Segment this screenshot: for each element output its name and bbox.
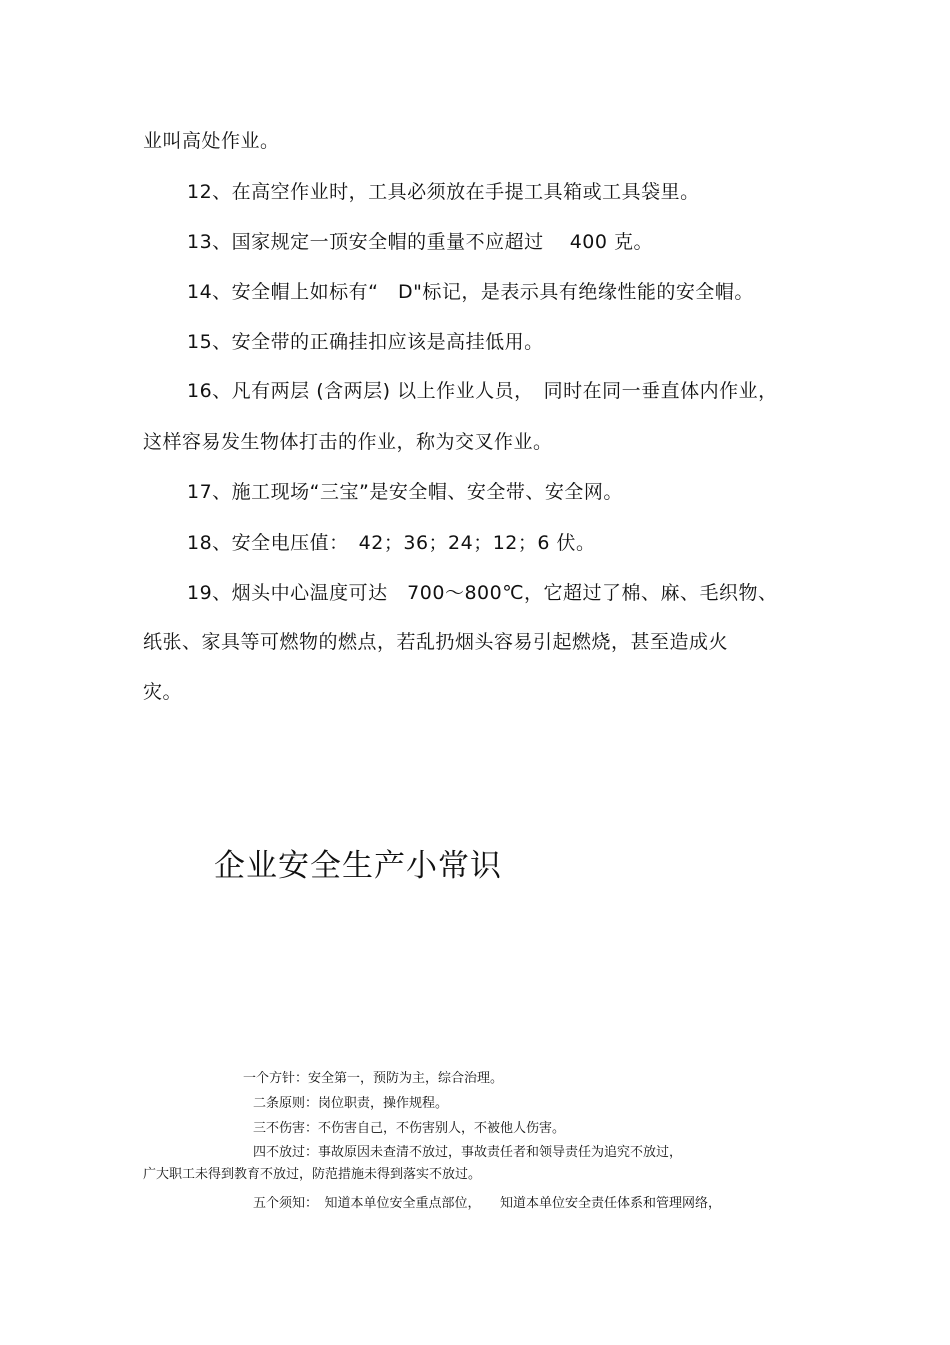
- note-two-principles: 二条原则：岗位职责，操作规程。: [253, 1096, 449, 1111]
- note-one-policy: 一个方针：安全第一，预防为主，综合治理。: [243, 1071, 504, 1086]
- note-four-no-release-cont: 广大职工未得到教育不放过，防范措施未得到落实不放过。: [143, 1167, 482, 1182]
- paragraph-line-1: 业叫高处作业。: [143, 130, 280, 152]
- paragraph-item-19: 19、烟头中心温度可达 700～800℃，它超过了棉、麻、毛织物、: [187, 582, 778, 604]
- paragraph-item-18: 18、安全电压值： 42；36；24；12；6 伏。: [187, 532, 596, 554]
- paragraph-item-15: 15、安全带的正确挂扣应该是高挂低用。: [187, 331, 544, 353]
- note-three-no-harm: 三不伤害：不伤害自己，不伤害别人，不被他人伤害。: [253, 1121, 566, 1136]
- paragraph-item-16: 16、凡有两层 (含两层) 以上作业人员， 同时在同一垂直体内作业，: [187, 380, 778, 402]
- paragraph-item-19-cont-2: 灾。: [143, 681, 183, 703]
- paragraph-item-16-cont: 这样容易发生物体打击的作业，称为交叉作业。: [143, 431, 553, 453]
- paragraph-item-14: 14、安全帽上如标有“ D"标记，是表示具有绝缘性能的安全帽。: [187, 281, 754, 303]
- section-title: 企业安全生产小常识: [214, 848, 502, 884]
- paragraph-item-12: 12、在高空作业时，工具必须放在手提工具箱或工具袋里。: [187, 181, 700, 203]
- note-four-no-release: 四不放过：事故原因未查清不放过，事故责任者和领导责任为追究不放过，: [253, 1145, 683, 1160]
- paragraph-item-19-cont-1: 纸张、家具等可燃物的燃点，若乱扔烟头容易引起燃烧，甚至造成火: [143, 631, 729, 653]
- paragraph-item-17: 17、施工现场“三宝”是安全帽、安全带、安全网。: [187, 481, 623, 503]
- note-five-musts: 五个须知： 知道本单位安全重点部位， 知道本单位安全责任体系和管理网络，: [253, 1196, 722, 1211]
- paragraph-item-13: 13、国家规定一顶安全帽的重量不应超过 400 克。: [187, 231, 654, 253]
